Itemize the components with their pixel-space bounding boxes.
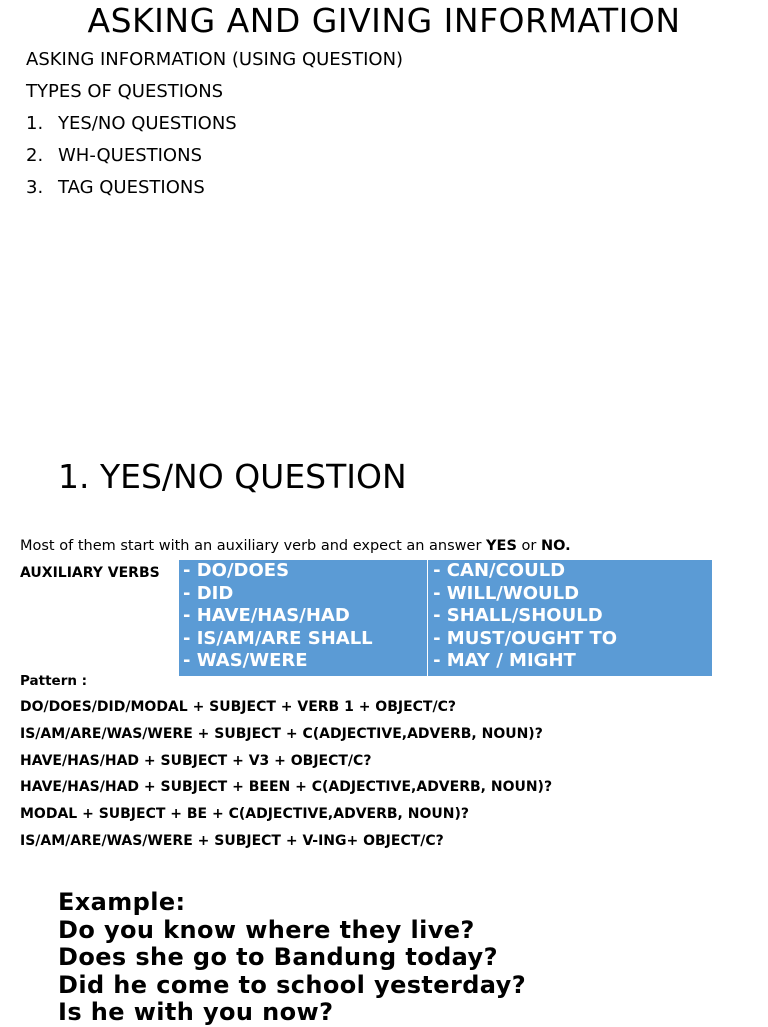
example-line: Does she go to Bandung today? bbox=[58, 943, 498, 971]
types-heading: TYPES OF QUESTIONS bbox=[26, 81, 224, 102]
aux-item: - CAN/COULD bbox=[433, 560, 566, 581]
list-label: WH-QUESTIONS bbox=[58, 145, 202, 166]
aux-verbs-table bbox=[179, 560, 712, 676]
list-label: TAG QUESTIONS bbox=[58, 177, 205, 198]
type-item-tag bbox=[26, 176, 205, 200]
intro-no: NO. bbox=[540, 538, 571, 554]
subtitle: ASKING INFORMATION (USING QUESTION) bbox=[26, 49, 404, 70]
aux-item: - WAS/WERE bbox=[183, 650, 308, 672]
page-title: ASKING AND GIVING INFORMATION bbox=[87, 1, 681, 40]
example-line: Do you know where they live? bbox=[58, 915, 475, 944]
intro-text bbox=[20, 536, 571, 556]
pattern-line: HAVE/HAS/HAD + SUBJECT + BEEN + C(ADJECTIVE,ADVERB, NOUN)? bbox=[20, 779, 553, 796]
list-number: 1. bbox=[26, 113, 44, 134]
aux-item: - WILL/WOULD bbox=[433, 582, 580, 604]
list-number: 3. bbox=[26, 177, 44, 198]
aux-item: - MUST/OUGHT TO bbox=[433, 627, 618, 649]
aux-col-left bbox=[179, 560, 427, 676]
example-line: Is he with you now? bbox=[58, 998, 334, 1026]
pattern-list bbox=[20, 694, 552, 855]
intro-body: Most of them start with an auxiliary verb and expect an answer bbox=[20, 538, 487, 554]
aux-item: - HAVE/HAS/HAD bbox=[183, 605, 350, 627]
example-heading: Example: bbox=[58, 888, 186, 916]
pattern-line: MODAL + SUBJECT + BE + C(ADJECTIVE,ADVERB, NOUN)? bbox=[20, 806, 469, 823]
aux-col-right bbox=[427, 560, 712, 676]
aux-item: - SHALL/SHOULD bbox=[433, 605, 603, 627]
pattern-line: HAVE/HAS/HAD + SUBJECT + V3 + OBJECT/C? bbox=[20, 752, 372, 769]
pattern-line: DO/DOES/DID/MODAL + SUBJECT + VERB 1 + OBJECT/C? bbox=[20, 699, 456, 715]
aux-label: AUXILIARY VERBS bbox=[20, 565, 160, 581]
list-number: 2. bbox=[26, 145, 44, 166]
aux-item: - DID bbox=[183, 582, 234, 604]
pattern-line: IS/AM/ARE/WAS/WERE + SUBJECT + C(ADJECTIVE,ADVERB, NOUN)? bbox=[20, 725, 543, 742]
intro-yes: YES bbox=[486, 538, 517, 554]
example-line: Did he come to school yesterday? bbox=[58, 970, 527, 999]
example-list bbox=[58, 889, 526, 1027]
section-title: 1. YES/NO QUESTION bbox=[58, 457, 407, 496]
pattern-label: Pattern : bbox=[20, 673, 88, 689]
type-item-wh bbox=[26, 144, 202, 168]
list-label: YES/NO QUESTIONS bbox=[58, 113, 237, 134]
intro-or: or bbox=[516, 538, 541, 554]
aux-item: - DO/DOES bbox=[183, 560, 290, 581]
aux-item: - IS/AM/ARE SHALL bbox=[183, 627, 373, 649]
type-item-yes-no bbox=[26, 112, 237, 136]
pattern-line: IS/AM/ARE/WAS/WERE + SUBJECT + V-ING+ OBJECT/C? bbox=[20, 832, 444, 849]
aux-item: - MAY / MIGHT bbox=[433, 650, 576, 672]
